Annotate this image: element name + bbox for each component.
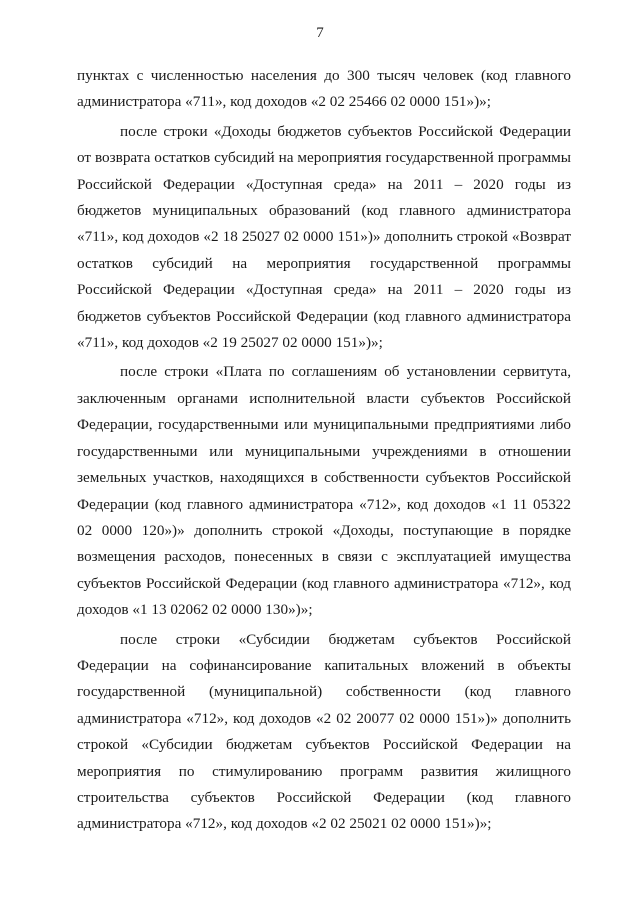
paragraph-2: после строки «Доходы бюджетов субъектов Российской Федерации от возврата остатков субсидий на мероприятия государственной программы Российской Федерации «Доступная среда» на 2011 – 2020 годы из бюджетов муниципальных образований (код главного администратора «711», код доходов «2 18 25027 02 0000 151»)» дополнить строкой «Возврат остатков субсидий на мероприятия государственной программы Российской Федерации «Доступная среда» на 2011 – 2020 годы из бюджетов субъектов Российской Федерации (код главного администратора «711», код доходов «2 19 25027 02 0000 151»)»; [77, 122, 571, 352]
paragraph-3: после строки «Плата по соглашениям об установлении сервитута, заключенным органами исполнительной власти субъектов Российской Федерации, государственными или муниципальными предприятиями либо государственными или муниципальными учреждениями в отношении земельных участков, находящихся в собственности субъектов Российской Федерации (код главного администратора «712», код доходов «1 11 05322 02 0000 120»)» дополнить строкой «Доходы, поступающие в порядке возмещения расходов, понесенных в связи с эксплуатацией имущества субъектов Российской Федерации (код главного администратора «712», код доходов «1 13 02062 02 0000 130»)»; [77, 363, 571, 619]
paragraph-4: после строки «Субсидии бюджетам субъектов Российской Федерации на софинансирование капитальных вложений в объекты государственной (муниципальной) собственности (код главного администратора «712», код доходов «2 02 20077 02 0000 151»)» дополнить строкой «Субсидии бюджетам субъектов Российской Федерации на мероприятия по стимулированию программ развития жилищного строительства субъектов Российской Федерации (код главного администратора «712», код доходов «2 02 25021 02 0000 151»)»; [77, 630, 571, 833]
document-body [77, 63, 571, 838]
page-number: 7 [316, 25, 324, 41]
paragraph-1: пунктах с численностью населения до 300 тысяч человек (код главного администратора «711», код доходов «2 02 25466 02 0000 151»)»; [77, 67, 571, 111]
